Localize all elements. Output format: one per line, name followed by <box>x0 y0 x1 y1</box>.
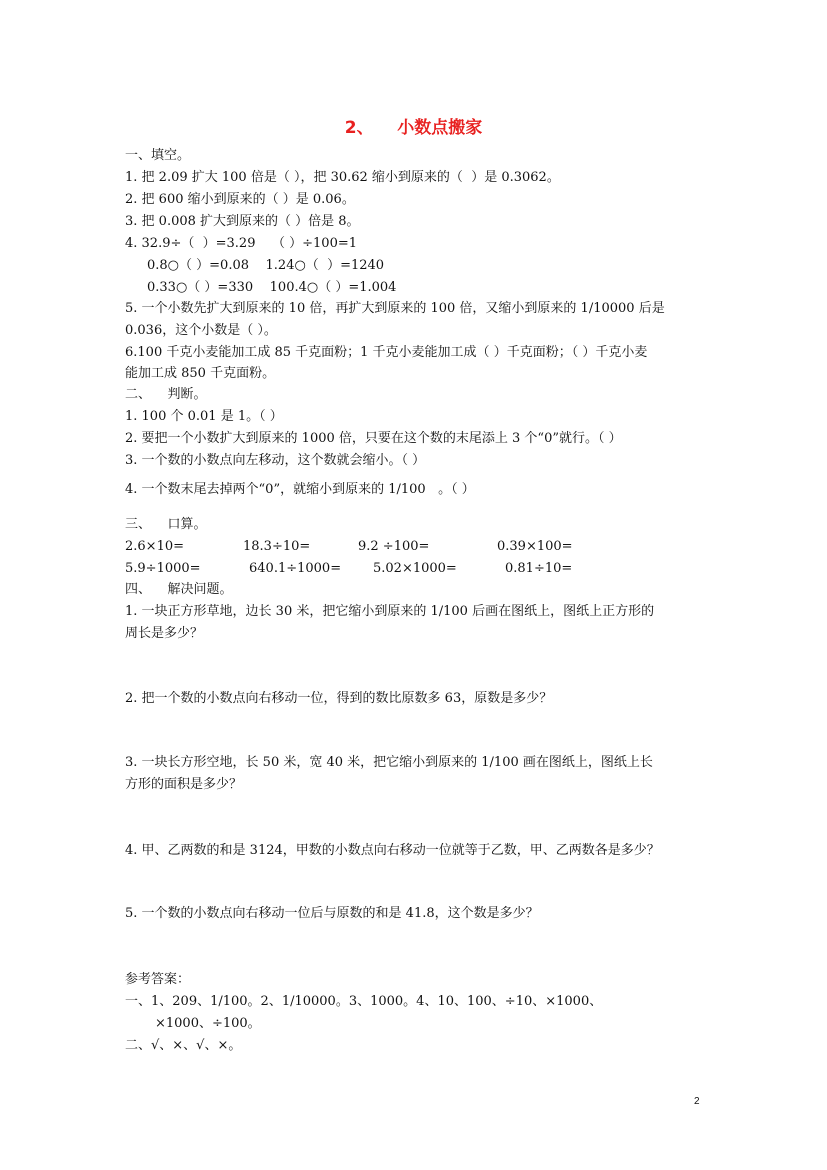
section-3-heading: 三、 口算。 <box>125 517 207 532</box>
s1-question-1: 1. 把 2.09 扩大 100 倍是（ ），把 30.62 缩小到原来的（ ）是 0.3062。 <box>125 170 560 185</box>
page-number: 2 <box>694 1096 700 1107</box>
s1-question-6a: 6.100 千克小麦能加工成 85 千克面粉；1 千克小麦能加工成（ ）千克面粉；（ ）千克小麦 <box>125 345 648 360</box>
answers-heading: 参考答案： <box>125 972 191 987</box>
s4-question-3b: 方形的面积是多少？ <box>125 777 243 792</box>
s1-question-4b: 0.8○（ ）=0.08 1.24○（ ）=1240 <box>147 258 385 273</box>
s1-question-4c: 0.33○（ ）=330 100.4○（ ）=1.004 <box>147 280 397 295</box>
answers-line-3: 二、√、×、√、×。 <box>125 1038 242 1053</box>
s2-question-2: 2. 要把一个小数扩大到原来的 1000 倍，只要在这个数的末尾添上 3 个“0”就行。（ ） <box>125 431 622 446</box>
calc-item: 5.9÷1000= <box>125 561 201 576</box>
s4-question-3a: 3. 一块长方形空地，长 50 米，宽 40 米，把它缩小到原来的 1/100 画在图纸上，图纸上长 <box>125 755 653 770</box>
s4-question-1a: 1. 一块正方形草地，边长 30 米，把它缩小到原来的 1/100 后画在图纸上，图纸上正方形的 <box>125 604 655 619</box>
calc-item: 18.3÷10= <box>243 539 311 554</box>
calc-item: 5.02×1000= <box>373 561 457 576</box>
calc-item: 640.1÷1000= <box>249 561 342 576</box>
answers-line-2: ×1000、÷100。 <box>155 1016 261 1031</box>
calc-item: 0.39×100= <box>497 539 573 554</box>
s1-question-6b: 能加工成 850 千克面粉。 <box>125 366 276 381</box>
section-4-heading: 四、 解决问题。 <box>125 582 233 597</box>
section-2-heading: 二、 判断。 <box>125 387 207 402</box>
s2-question-1: 1. 100 个 0.01 是 1。（ ） <box>125 409 283 424</box>
section-1-heading: 一、填空。 <box>125 148 191 163</box>
calc-item: 2.6×10= <box>125 539 185 554</box>
calc-item: 0.81÷10= <box>505 561 573 576</box>
s2-question-3: 3. 一个数的小数点向左移动，这个数就会缩小。（ ） <box>125 453 426 468</box>
calc-item: 9.2 ÷100= <box>358 539 430 554</box>
s2-question-4: 4. 一个数末尾去掉两个“0”，就缩小到原来的 1/100 。（ ） <box>125 482 475 497</box>
s4-question-4: 4. 甲、乙两数的和是 3124，甲数的小数点向右移动一位就等于乙数，甲、乙两数各是多少？ <box>125 843 660 858</box>
s4-question-1b: 周长是多少？ <box>125 626 204 641</box>
page-title: 2、 小数点搬家 <box>344 118 483 138</box>
s1-question-5b: 0.036，这个小数是（ ）。 <box>125 323 277 338</box>
s1-question-2: 2. 把 600 缩小到原来的（ ）是 0.06。 <box>125 192 355 207</box>
s1-question-5a: 5. 一个小数先扩大到原来的 10 倍，再扩大到原来的 100 倍，又缩小到原来的 1/10000 后是 <box>125 301 665 316</box>
s1-question-4a: 4. 32.9÷（ ）=3.29 （ ）÷100=1 <box>125 236 358 251</box>
s1-question-3: 3. 把 0.008 扩大到原来的（ ）倍是 8。 <box>125 214 360 229</box>
answers-line-1: 一、1、209、1/100。2、1/10000。3、1000。4、10、100、÷10、×1000、 <box>125 994 603 1009</box>
s4-question-5: 5. 一个数的小数点向右移动一位后与原数的和是 41.8，这个数是多少？ <box>125 906 539 921</box>
s4-question-2: 2. 把一个数的小数点向右移动一位，得到的数比原数多 63，原数是多少？ <box>125 691 553 706</box>
